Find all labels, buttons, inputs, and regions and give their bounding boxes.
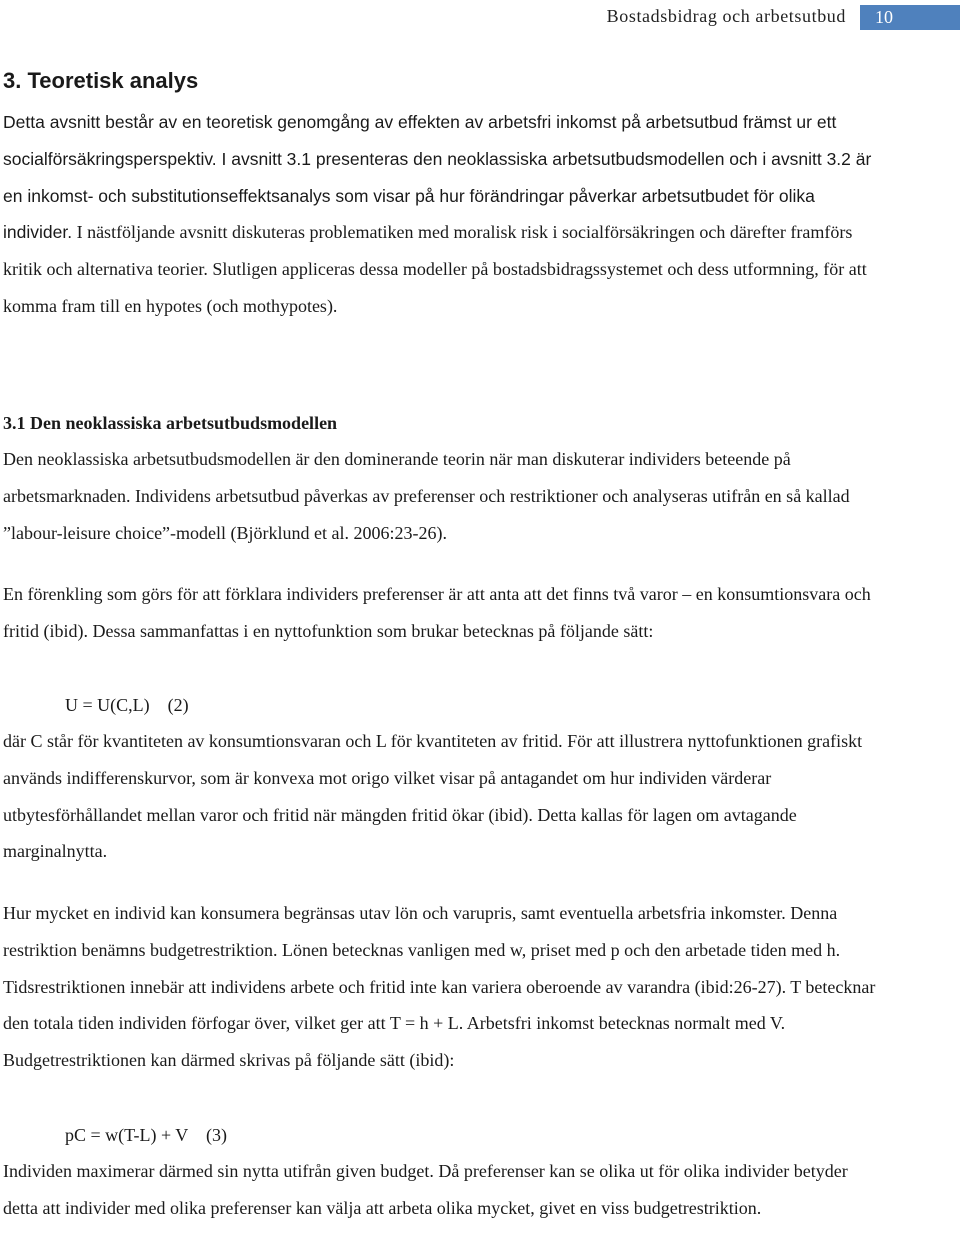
paragraph-1: Den neoklassiska arbetsutbudsmodellen är den dominerande teorin när man diskuterar individers beteende på arbetsmarknaden. Individens arbetsutbud påverkas av preferenser och restriktioner och analyseras utifrån en så kallad ”labour-leisure choice”-modell (Björklund et al. 2006:23-26). [3, 449, 850, 543]
equation-budget-restriction: pC = w(T-L) + V (3) [65, 1125, 227, 1145]
equation-utility-function: U = U(C,L) (2) [65, 695, 189, 715]
subsection-heading: 3.1 Den neoklassiska arbetsutbudsmodellen [3, 413, 338, 433]
section-heading: 3. Teoretisk analys [3, 68, 199, 93]
intro-text-sans: Detta avsnitt består av en teoretisk genomgång av effekten av arbetsfri inkomst på arbetsutbud främst ur ett socialförsäkringsperspektiv. I avsnitt 3.1 presenteras den neoklassiska arbetsutbudsmodellen och i avsnitt 3.2 är en inkomst- och substitutionseffektsanalys som visar på hur förändringar påverkar arbetsutbudet för olika individer. [3, 112, 872, 243]
page-number-badge: 10 [860, 5, 960, 30]
paragraph-4: Hur mycket en individ kan konsumera begränsas utav lön och varupris, samt eventuella arbetsfria inkomster. Denna restriktion benämns budgetrestriktion. Lönen betecknas vanligen med w, priset med p och den arbetade tiden med h. Tidsrestriktionen innebär att individens arbete och fritid inte kan variera oberoende av varandra (ibid:26-27). T betecknar den totala tiden individen förfogar över, vilket ger att T = h + L. Arbetsfri inkomst betecknas normalt med V. Budgetrestriktionen kan därmed skrivas på följande sätt (ibid): [3, 903, 876, 1071]
paragraph-5: Individen maximerar därmed sin nytta utifrån given budget. Då preferenser kan se olika ut för olika individer betyder detta att individer med olika preferenser kan välja att arbeta olika mycket, givet en viss budgetrestriktion. [3, 1161, 848, 1218]
running-header-title: Bostadsbidrag och arbetsutbud [606, 6, 846, 26]
paragraph-3: där C står för kvantiteten av konsumtionsvaran och L för kvantiteten av fritid. För att illustrera nyttofunktionen grafiskt används indifferenskurvor, som är konvexa mot origo vilket visar på antagandet om hur individen värderar utbytesförhållandet mellan varor och fritid när mängden fritid ökar (ibid). Detta kallas för lagen om avtagande marginalnytta. [3, 731, 863, 862]
intro-text-serif: I nästföljande avsnitt diskuteras problematiken med moralisk risk i socialförsäkringen och därefter framförs kritik och alternativa teorier. Slutligen appliceras dessa modeller på bostadsbidragssystemet och dess utformning, för att komma fram till en hypotes (och mothypotes). [3, 222, 867, 316]
section-intro-paragraph [3, 104, 880, 325]
paragraph-2: En förenkling som görs för att förklara individers preferenser är att anta att det finns två varor – en konsumtionsvara och fritid (ibid). Dessa sammanfattas i en nyttofunktion som brukar betecknas på följande sätt: [3, 584, 871, 641]
